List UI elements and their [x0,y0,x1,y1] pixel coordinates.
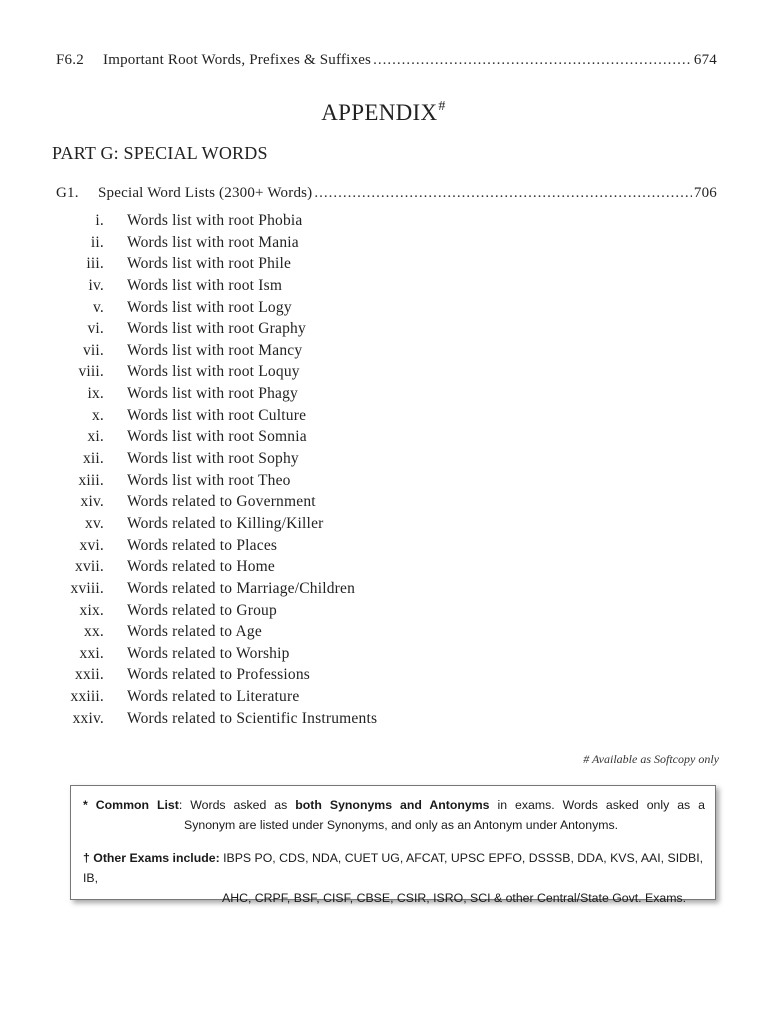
list-item-label: Words list with root Mania [127,233,299,251]
list-item[interactable] [56,643,377,665]
list-item-numeral: i. [95,212,104,229]
list-item-numeral: xi. [87,428,104,446]
list-item-label: Words list with root Graphy [127,320,306,338]
list-item-label: Words related to Marriage/Children [127,579,356,597]
list-item-label: Words list with root Logy [127,298,292,316]
list-item-numeral: xvii. [75,558,104,576]
list-item-label: Words list with root Somnia [127,428,307,446]
list-item-numeral: xviii. [70,579,104,597]
list-item-numeral: v. [92,298,104,316]
list-item[interactable] [56,275,377,297]
list-item-label: Words related to Government [127,493,316,511]
list-item-label: Words related to Scientific Instruments [127,709,378,727]
appendix-heading [0,99,767,126]
common-list-note: * Common List: Words asked as both Synonyms and Antonyms in exams. Words asked only as a Synonym are listed under Synonyms, and only as an Antonym under Antonyms. [83,798,706,832]
list-item-label: Words list with root Phobia [127,212,303,229]
list-item[interactable] [56,210,377,232]
list-item-numeral: xxiv. [72,709,104,727]
other-exams-label: † Other Exams include: [83,851,220,865]
list-item-numeral: xii. [82,450,104,468]
list-item-numeral: ix. [87,385,104,403]
list-item-numeral: xix. [79,601,104,619]
toc-entry-page: 674 [693,52,717,68]
softcopy-note: # Available as Softcopy only [583,752,719,766]
list-item-label: Words list with root Ism [127,276,283,294]
list-item[interactable] [56,340,377,362]
list-item[interactable] [56,578,377,600]
special-word-list [56,210,377,729]
list-item-label: Words related to Worship [127,644,290,662]
list-item-numeral: xiii. [78,471,104,489]
list-item-numeral: iii. [86,255,104,273]
list-item[interactable] [56,491,377,513]
appendix-softcopy-mark: # [438,99,446,114]
list-item-numeral: xvi. [79,536,104,554]
common-list-label: * Common List [83,798,179,812]
list-item[interactable] [56,383,377,405]
list-item-numeral: xxii. [75,666,104,684]
list-item-label: Words related to Group [127,601,277,619]
list-item[interactable] [56,513,377,535]
part-heading: PART G: SPECIAL WORDS [52,143,268,163]
list-item[interactable] [56,297,377,319]
list-item-numeral: ii. [90,233,104,251]
appendix-title: APPENDIX [321,100,438,125]
dot-leader [373,52,692,69]
list-item-label: Words related to Age [127,623,262,641]
toc-entry-f6-2[interactable] [56,52,717,69]
list-item[interactable] [56,253,377,275]
list-item-label: Words list with root Loquy [127,363,300,381]
list-item-label: Words related to Professions [127,666,311,684]
list-item[interactable] [56,621,377,643]
toc-entry-number: F6.2 [56,52,84,68]
toc-entry-title: Special Word Lists (2300+ Words) [98,185,313,201]
list-item-numeral: viii. [78,363,104,381]
list-item-label: Words related to Home [127,558,276,576]
list-item[interactable] [56,708,377,730]
list-item-numeral: xx. [84,623,104,641]
list-item[interactable] [56,448,377,470]
list-item-label: Words list with root Culture [127,406,307,424]
toc-entry-page: 706 [693,185,717,201]
list-item[interactable] [56,361,377,383]
list-item-label: Words list with root Theo [127,471,291,489]
list-item[interactable] [56,535,377,557]
list-item[interactable] [56,556,377,578]
list-item-label: Words related to Places [127,536,278,554]
dot-leader [314,185,692,202]
list-item-numeral: iv. [88,276,104,294]
list-item-numeral: x. [91,406,104,424]
list-item-numeral: xiv. [80,493,104,511]
list-item[interactable] [56,686,377,708]
other-exams-note: † Other Exams include: IBPS PO, CDS, NDA, CUET UG, AFCAT, UPSC EPFO, DSSSB, DDA, KVS, AAI, SIDBI, IB, AHC, CRPF, BSF, CISF, CBSE, CSIR, ISRO, SCI & other Central/State Govt. Exams. [83,851,704,905]
list-item-label: Words related to Literature [127,688,300,706]
list-item[interactable] [56,664,377,686]
list-item[interactable] [56,470,377,492]
list-item[interactable] [56,600,377,622]
list-item-label: Words list with root Phile [127,255,292,273]
list-item-label: Words list with root Sophy [127,450,299,468]
common-list-emphasis: both Synonyms and Antonyms [295,798,490,812]
list-item-numeral: vii. [82,341,104,359]
toc-entry-title: Important Root Words, Prefixes & Suffixes [103,52,372,68]
list-item-numeral: xv. [85,514,104,532]
list-item-label: Words list with root Phagy [127,385,299,403]
toc-entry-g1[interactable] [56,185,717,202]
list-item-numeral: xxiii. [70,688,104,706]
list-item[interactable] [56,426,377,448]
list-item[interactable] [56,405,377,427]
notes-box [70,785,716,905]
list-item-label: Words list with root Mancy [127,341,303,359]
toc-entry-number: G1. [56,185,79,201]
list-item-numeral: vi. [87,320,104,338]
list-item[interactable] [56,232,377,254]
list-item-label: Words related to Killing/Killer [127,514,324,532]
list-item[interactable] [56,318,377,340]
list-item-numeral: xxi. [79,644,104,662]
